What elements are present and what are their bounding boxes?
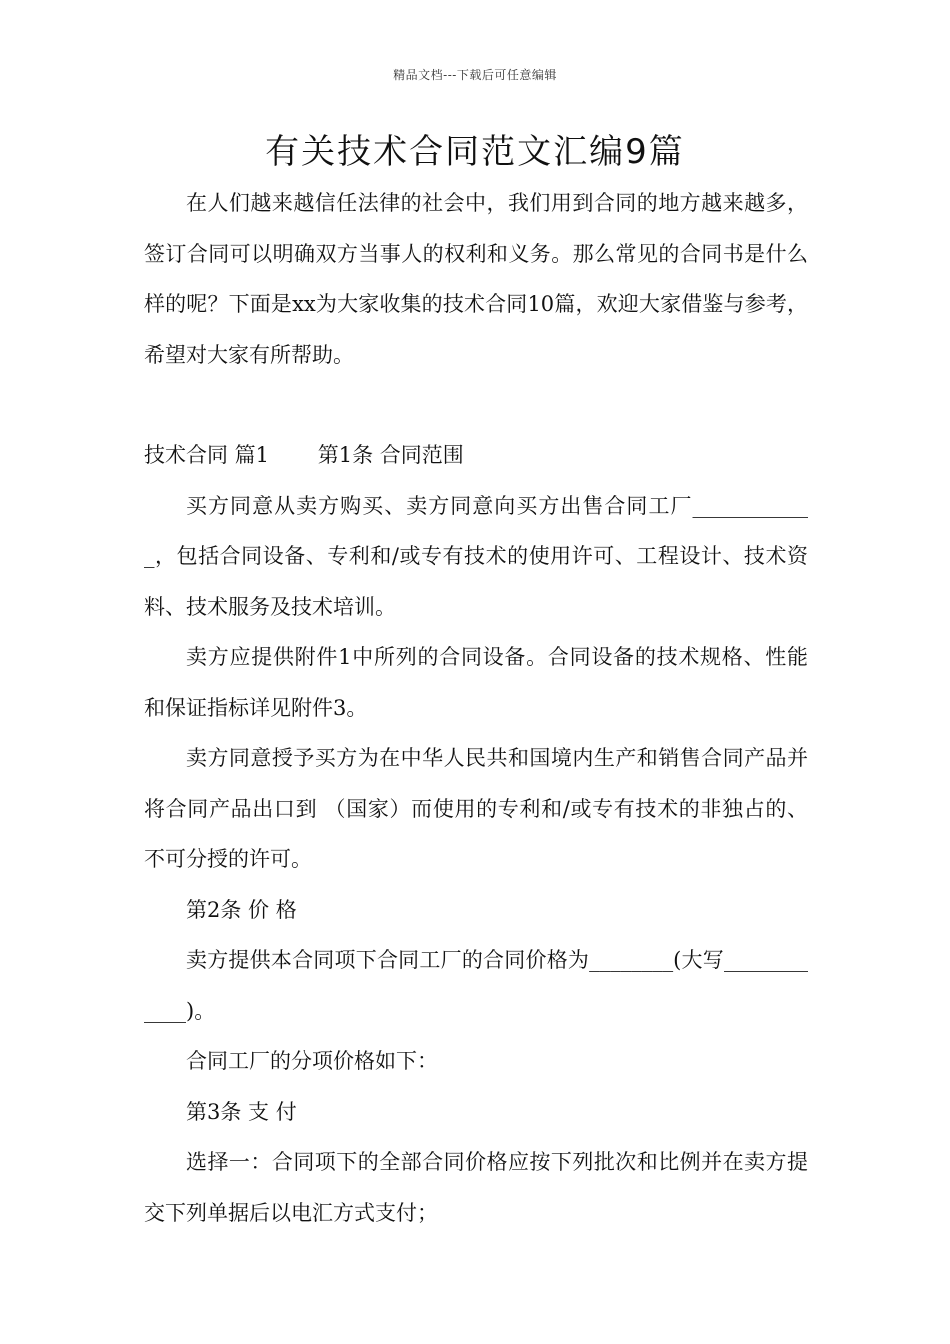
- article-2-heading: 第2条 价 格: [186, 897, 297, 922]
- paragraph-gap: [144, 380, 808, 430]
- body-paragraph-2: 卖方应提供附件1中所列的合同设备。合同设备的技术规格、性能和保证指标详见附件3。: [144, 645, 808, 720]
- document-title: 有关技术合同范文汇编9篇: [265, 132, 685, 172]
- header-note: 精品文档---下载后可任意编辑: [393, 68, 557, 82]
- document-body: [144, 178, 808, 1238]
- body-paragraph-payment: 选择一：合同项下的全部合同价格应按下列批次和比例并在卖方提交下列单据后以电汇方式支付；: [144, 1150, 808, 1225]
- intro-paragraph: 在人们越来越信任法律的社会中，我们用到合同的地方越来越多，签订合同可以明确双方当事人的权利和义务。那么常见的合同书是什么样的呢？下面是xx为大家收集的技术合同10篇，欢迎大家借鉴与参考，希望对大家有所帮助。: [144, 191, 808, 367]
- section-heading: 技术合同 篇1 第1条 合同范围: [144, 443, 464, 467]
- article-3-heading: 第3条 支 付: [186, 1099, 297, 1124]
- body-paragraph-1: 买方同意从卖方购买、卖方同意向买方出售合同工厂____________，包括合同设备、专利和/或专有技术的使用许可、工程设计、技术资料、技术服务及技术培训。: [144, 493, 808, 619]
- body-paragraph-3: 卖方同意授予买方为在中华人民共和国境内生产和销售合同产品并将合同产品出口到 （国家）而使用的专利和/或专有技术的非独占的、不可分授的许可。: [144, 746, 808, 871]
- body-paragraph-itemized: 合同工厂的分项价格如下：: [186, 1049, 438, 1073]
- body-paragraph-price: 卖方提供本合同项下合同工厂的合同价格为________(大写____________)。: [144, 948, 808, 1023]
